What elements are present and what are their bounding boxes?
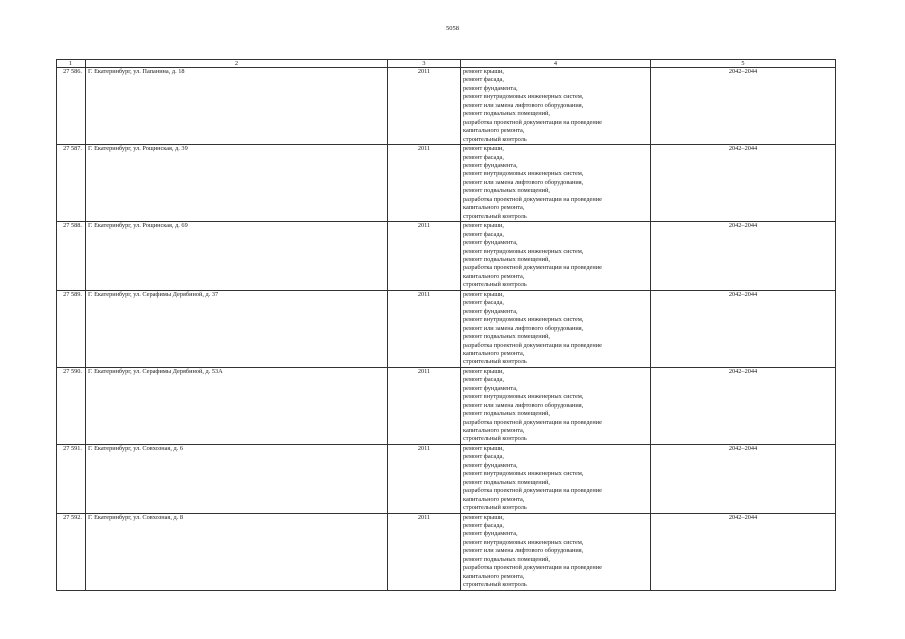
works-item: ремонт или замена лифтового оборудования,	[463, 401, 584, 409]
works-item: ремонт внутридомовых инженерных систем,	[463, 538, 584, 546]
row-year: 2011	[388, 513, 461, 590]
row-number: 27 590.	[57, 367, 86, 444]
table-row	[57, 290, 836, 367]
row-works	[461, 222, 651, 291]
works-item: ремонт подвальных помещений,	[463, 555, 550, 563]
works-item: строительный контроль	[463, 358, 527, 366]
works-item: ремонт или замена лифтового оборудования,	[463, 178, 584, 186]
row-works	[461, 444, 651, 513]
works-item: ремонт или замена лифтового оборудования,	[463, 547, 584, 555]
row-number: 27 589.	[57, 290, 86, 367]
works-item: ремонт крыши,	[463, 68, 505, 75]
works-item: капитального ремонта,	[463, 495, 525, 503]
row-address: Г. Екатеринбург, ул. Серафимы Дерябиной, д. 37	[86, 290, 388, 367]
works-item: ремонт крыши,	[463, 222, 505, 230]
page-number: 5058	[446, 25, 459, 32]
works-item: капитального ремонта,	[463, 572, 525, 580]
row-works	[461, 145, 651, 222]
table-row	[57, 367, 836, 444]
works-item: ремонт подвальных помещений,	[463, 255, 550, 263]
works-item: разработка проектной документации на проведение	[463, 341, 602, 349]
row-works	[461, 513, 651, 590]
works-item: строительный контроль	[463, 435, 527, 443]
works-item: ремонт подвальных помещений,	[463, 110, 550, 118]
works-item: ремонт внутридомовых инженерных систем,	[463, 247, 584, 255]
works-item: капитального ремонта,	[463, 427, 525, 435]
works-item: ремонт крыши,	[463, 145, 505, 153]
works-item: капитального ремонта,	[463, 204, 525, 212]
works-item: разработка проектной документации на проведение	[463, 487, 602, 495]
row-period: 2042–2044	[651, 444, 836, 513]
works-item: разработка проектной документации на проведение	[463, 118, 602, 126]
row-works	[461, 68, 651, 145]
works-item: ремонт фундамента,	[463, 530, 518, 538]
works-item: ремонт внутридомовых инженерных систем,	[463, 170, 584, 178]
works-item: ремонт фундамента,	[463, 161, 518, 169]
works-item: ремонт фасада,	[463, 299, 504, 307]
works-item: капитального ремонта,	[463, 349, 525, 357]
works-item: ремонт крыши,	[463, 290, 505, 298]
works-item: ремонт фасада,	[463, 153, 504, 161]
header-row	[57, 60, 836, 68]
row-works	[461, 367, 651, 444]
works-item: ремонт или замена лифтового оборудования,	[463, 324, 584, 332]
row-address: Г. Екатеринбург, ул. Совхозная, д. 8	[86, 513, 388, 590]
works-item: ремонт или замена лифтового оборудования,	[463, 101, 584, 109]
row-number: 27 587.	[57, 145, 86, 222]
works-item: ремонт фундамента,	[463, 84, 518, 92]
works-item: ремонт подвальных помещений,	[463, 333, 550, 341]
works-item: строительный контроль	[463, 581, 527, 589]
row-year: 2011	[388, 444, 461, 513]
works-item: ремонт подвальных помещений,	[463, 187, 550, 195]
header-col-3: 3	[388, 60, 461, 68]
row-period: 2042–2044	[651, 68, 836, 145]
table-row	[57, 145, 836, 222]
works-item: ремонт фасада,	[463, 76, 504, 84]
works-item: разработка проектной документации на проведение	[463, 564, 602, 572]
works-item: ремонт крыши,	[463, 444, 505, 452]
registry-table	[56, 59, 836, 591]
works-item: разработка проектной документации на проведение	[463, 195, 602, 203]
row-address: Г. Екатеринбург, ул. Рощинская, д. 39	[86, 145, 388, 222]
row-period: 2042–2044	[651, 222, 836, 291]
works-item: ремонт фундамента,	[463, 461, 518, 469]
row-number: 27 586.	[57, 68, 86, 145]
row-number: 27 588.	[57, 222, 86, 291]
header-col-5: 5	[651, 60, 836, 68]
row-period: 2042–2044	[651, 513, 836, 590]
row-year: 2011	[388, 145, 461, 222]
works-item: ремонт фасада,	[463, 230, 504, 238]
works-item: строительный контроль	[463, 212, 527, 220]
row-period: 2042–2044	[651, 290, 836, 367]
table-row	[57, 513, 836, 590]
works-item: ремонт фасада,	[463, 376, 504, 384]
works-item: ремонт фундамента,	[463, 384, 518, 392]
row-address: Г. Екатеринбург, ул. Серафимы Дерябиной, д. 53А	[86, 367, 388, 444]
table-row	[57, 222, 836, 291]
header-col-2: 2	[86, 60, 388, 68]
works-item: ремонт фасада,	[463, 522, 504, 530]
row-year: 2011	[388, 367, 461, 444]
header-col-4: 4	[461, 60, 651, 68]
works-item: капитального ремонта,	[463, 272, 525, 280]
works-item: строительный контроль	[463, 281, 527, 289]
works-item: ремонт крыши,	[463, 513, 505, 521]
works-item: строительный контроль	[463, 135, 527, 143]
works-item: ремонт внутридомовых инженерных систем,	[463, 316, 584, 324]
works-item: разработка проектной документации на проведение	[463, 418, 602, 426]
row-address: Г. Екатеринбург, ул. Совхозная, д. 6	[86, 444, 388, 513]
row-address: Г. Екатеринбург, ул. Папанина, д. 18	[86, 68, 388, 145]
row-period: 2042–2044	[651, 145, 836, 222]
works-item: ремонт внутридомовых инженерных систем,	[463, 393, 584, 401]
works-item: ремонт подвальных помещений,	[463, 478, 550, 486]
row-year: 2011	[388, 222, 461, 291]
row-year: 2011	[388, 290, 461, 367]
row-number: 27 591.	[57, 444, 86, 513]
row-year: 2011	[388, 68, 461, 145]
table-body	[57, 68, 836, 591]
table-row	[57, 444, 836, 513]
works-item: ремонт подвальных помещений,	[463, 410, 550, 418]
table-row	[57, 68, 836, 145]
row-period: 2042–2044	[651, 367, 836, 444]
works-item: ремонт крыши,	[463, 367, 505, 375]
works-item: ремонт внутридомовых инженерных систем,	[463, 470, 584, 478]
works-item: ремонт внутридомовых инженерных систем,	[463, 93, 584, 101]
header-col-1: 1	[57, 60, 86, 68]
works-item: ремонт фундамента,	[463, 307, 518, 315]
works-item: ремонт фундамента,	[463, 239, 518, 247]
works-item: капитального ремонта,	[463, 127, 525, 135]
works-item: ремонт фасада,	[463, 453, 504, 461]
works-item: разработка проектной документации на проведение	[463, 264, 602, 272]
row-number: 27 592.	[57, 513, 86, 590]
works-item: строительный контроль	[463, 504, 527, 512]
row-works	[461, 290, 651, 367]
row-address: Г. Екатеринбург, ул. Рощинская, д. 69	[86, 222, 388, 291]
